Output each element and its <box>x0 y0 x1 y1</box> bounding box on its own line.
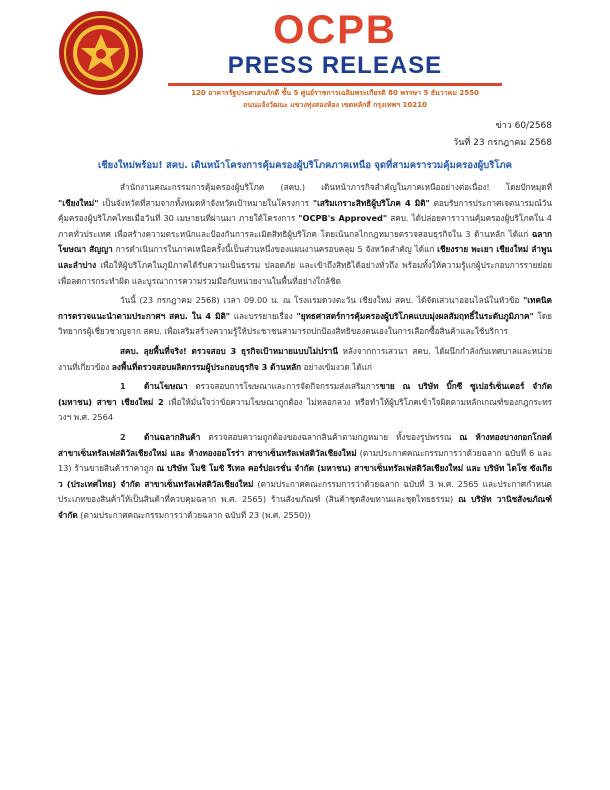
paragraph-intro <box>58 180 552 289</box>
emphasis: "เสริมเกราะสิทธิผู้บริโภค 4 มิติ" <box>312 197 430 208</box>
text: (ตามประกาศคณะกรรมการว่าด้วยฉลาก ฉบับที่ 6 และ 13) ร้านขายสินค้าราคาถูก <box>58 447 552 474</box>
paragraph-seminar <box>58 293 552 340</box>
brand-title: OCPB <box>273 8 397 52</box>
text: ตรวจสอบความถูกต้องของฉลากสินค้าตามกฎหมาย ทั้งของรูปพรรณ <box>200 431 460 442</box>
release-meta <box>453 118 552 152</box>
text: เป็นจังหวัดที่สามจากทั้งหมดห้าจังหวัดเป้าหมายในโครงการ <box>98 197 313 208</box>
address-line-1: 120 อาคารรัฐประศาสนภักดี ชั้น 5 ศูนย์ราชการเฉลิมพระเกียรติ 80 พรรษา 5 ธันวาคม 2550 <box>191 89 479 97</box>
text: วันนี้ (23 กรกฎาคม 2568) เวลา 09.00 น. ณ โรงแรมดวงตะวัน เชียงใหม่ สคบ. ได้จัดเสวนาออนไลน์ในหัวข้อ <box>120 295 523 306</box>
text: สำนักงานคณะกรรมการคุ้มครองผู้บริโภค (สคบ.) เดินหน้าภารกิจสำคัญในภาคเหนืออย่างต่อเนื่อง! โดยปักหมุดที่ <box>120 182 552 192</box>
ocpb-seal-icon <box>58 10 144 96</box>
text: หลังจากการเสวนา สคบ. ได้ผนึกกำลังกับเทศบาลและหน่วยงานที่เกี่ยวข้อง <box>58 345 552 372</box>
text: สคบ. ได้ปล่อยคาราวานคุ้มครองผู้บริโภคใน 4 ภาคทั่วประเทศ เพื่อสร้างความตระหนักและป้องกันการละเมิดสิทธิผู้บริโภค โดยเน้นกลไกกฎหมายตรวจสอบธุรกิจใน 3 ด้านหลัก ได้แก่ <box>58 213 552 239</box>
list-number: 1 <box>120 381 126 392</box>
article-body <box>58 180 552 527</box>
brand-subtitle: PRESS RELEASE <box>227 52 443 79</box>
text: เพื่อให้ผู้บริโภคในภูมิภาคได้รับความเป็นธรรม ปลอดภัย และเข้าถึงสิทธิได้อย่างทั่วถึง พร้อมทั้งให้ความรู้แก่ผู้ประกอบการรายย่อยเพื่อลดการกระทำผิด และบูรณาการความร่วมมือกับหน่วยงานในพื้นที่อย่างใกล้ชิด <box>58 259 552 286</box>
emphasis: ณ บริษัท วานิชสังฆภัณฑ์ จำกัด <box>58 494 552 520</box>
emphasis: เชียงราย พะเยา เชียงใหม่ ลำพูน และลำปาง <box>58 244 552 270</box>
emphasis: "เชียงใหม่" <box>58 197 99 208</box>
emphasis: ณ ห้างทองบางกอกโกลด์ สาขาเซ็นทรัลเฟสติวัลเชียงใหม่ และ ห้างทองออโรร่า สาขาเซ็นทรัลเฟสติวัลเชียงใหม่ <box>58 431 552 458</box>
emphasis: "ยุทธศาสตร์การคุ้มครองผู้บริโภคแบบมุ่งผลสัมฤทธิ์ในระดับภูมิภาค" <box>296 310 534 321</box>
emphasis: ฉลาก โฆษณา สัญญา <box>58 228 552 255</box>
list-item <box>58 379 552 426</box>
text: (ตามประกาศคณะกรรมการว่าด้วยฉลาก ฉบับที่ 23 (พ.ศ. 2550)) <box>77 509 311 520</box>
news-number: ข่าว 60/2568 <box>495 121 552 131</box>
brand-block <box>150 8 520 110</box>
emphasis: "OCPB's Approved" <box>298 213 388 224</box>
text: การดำเนินการในภาคเหนือครั้งนี้เป็นส่วนหนึ่งของแผนงานครอบคลุม 5 จังหวัดสำคัญ ได้แก่ <box>112 244 438 255</box>
brand-divider <box>168 83 502 86</box>
emphasis: "เทคนิคการตรวจแนะนำตามประกาศฯ สคบ. ใน 4 มิติ" <box>58 295 552 321</box>
emphasis: ลงพื้นที่ตรวจสอบผลิตกรรมผู้ประกอบธุรกิจ 3 ด้านหลัก <box>111 361 302 372</box>
headline: เชียงใหม่พร้อม! สคบ. เดินหน้าโครงการคุ้มครองผู้บริโภคภาคเหนือ จุดที่สามครารวมคุ้มครองผู้บริโภค <box>97 160 513 171</box>
text: โดยวิทยากรผู้เชี่ยวชาญจาก สคบ. เพื่อเสริมสร้างความรู้ให้ประชาชนสามารถปกป้องสิทธิของตนเองในการเลือกซื้อสินค้าและใช้บริการ <box>58 310 552 337</box>
release-date: วันที่ 23 กรกฎาคม 2568 <box>453 138 552 148</box>
emphasis: ณ บริษัท โมชิ โมชิ รีเทล คอร์ปอเรชั่น จำกัด (มหาชน) สาขาเซ็นทรัลเฟสติวัลเชียงใหม่ และ บริษัท ไดโซ ซังเกียว (ประเทศไทย) จำกัด สาขาเซ็นทรัลเฟสติวัลเชียงใหม่ <box>58 463 552 489</box>
text: เพื่อให้มั่นใจว่าข้อความโฆษณาถูกต้อง ไม่หลอกลวง หรือทำให้ผู้บริโภคเข้าใจผิดตามหลักเกณฑ์ของกฎกระทรวงฯ พ.ศ. 2564 <box>58 396 552 423</box>
paragraph-inspection <box>58 344 552 375</box>
text: อย่างเข้มงวด ได้แก่ <box>301 361 372 372</box>
emphasis: ด้านโฆษณา <box>144 381 188 392</box>
emphasis: ด้านฉลากสินค้า <box>144 431 201 442</box>
text: (ตามประกาศคณะกรรมการว่าด้วยฉลาก ฉบับที่ 3 พ.ศ. 2565 และประกาศกำหนดประเภทของสินค้าให้เป็นสินค้าที่ควบคุมฉลาก พ.ศ. 2565) ร้านสังฆภัณฑ์ (สินค้าชุดสังฆทานและชุดไทยธรรม) <box>58 478 552 505</box>
list-number: 2 <box>120 431 126 442</box>
list-item <box>58 430 552 524</box>
emphasis: ขาย ณ บริษัท บิ๊กซี ซูเปอร์เซ็นเตอร์ จำกัด (มหาชน) สาขา เชียงใหม่ 2 <box>58 381 553 407</box>
text: ตอบรับการประกาศเจตนารมณ์วันคุ้มครองผู้บริโภคไทยเมื่อวันที่ 30 เมษายนที่ผ่านมา ภายใต้โครงการ <box>58 197 552 224</box>
address-line-2: ถนนแจ้งวัฒนะ แขวงทุ่งสองห้อง เขตหลักสี่ กรุงเทพฯ 10210 <box>243 101 427 109</box>
text: ตรวจสอบการโฆษณาและการจัดกิจกรรมส่งเสริมการ <box>187 381 380 392</box>
emphasis: สคบ. ลุยพื้นที่จริง! ตรวจสอบ 3 ธุรกิจเป้าหมายแบบไม่ปรานี <box>120 345 338 356</box>
text: และบรรยายเรื่อง <box>230 310 297 321</box>
